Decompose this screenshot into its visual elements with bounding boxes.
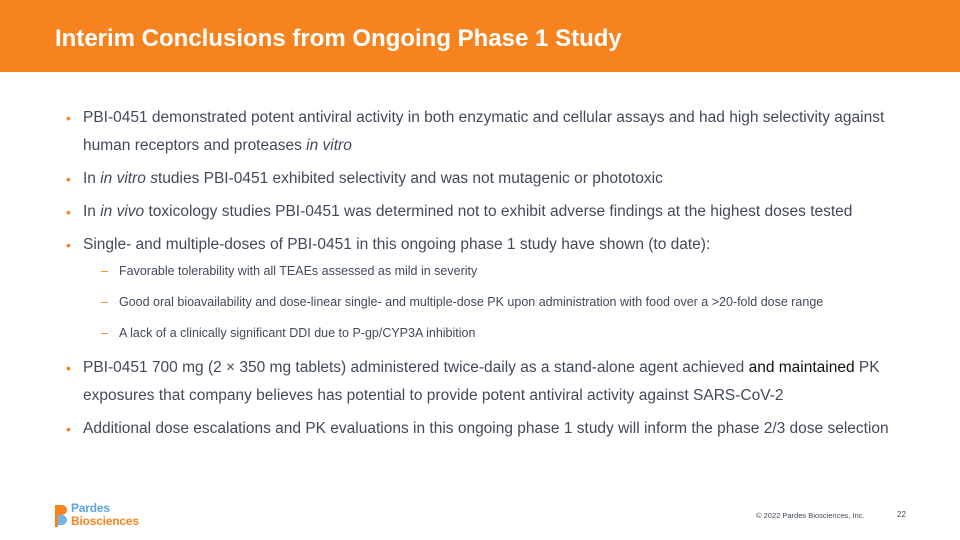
- slide-content: [64, 104, 914, 448]
- sub-bullet-item: – Favorable tolerability with all TEAEs assessed as mild in severity: [83, 261, 914, 281]
- title-bar: [0, 0, 960, 72]
- bullet-item: • In in vitro studies PBI-0451 exhibited selectivity and was not mutagenic or phototoxic: [64, 165, 914, 193]
- copyright-text: © 2022 Pardes Biosciences, Inc.: [756, 511, 865, 520]
- slide-title: Interim Conclusions from Ongoing Phase 1 Study: [55, 25, 622, 52]
- bullet-item: • PBI-0451 700 mg (2 × 350 mg tablets) administered twice-daily as a stand-alone agent achieved and maintained PK exposures that company believes has potential to provide potent antiviral activity against SARS-CoV-2: [64, 354, 914, 410]
- sub-bullet-item: – A lack of a clinically significant DDI due to P-gp/CYP3A inhibition: [83, 323, 914, 343]
- bullet-item: • Additional dose escalations and PK evaluations in this ongoing phase 1 study will inform the phase 2/3 dose selection: [64, 415, 914, 443]
- sub-bullet-item: – Good oral bioavailability and dose-linear single- and multiple-dose PK upon administration with food over a >20-fold dose range: [83, 292, 914, 312]
- company-logo: [54, 502, 164, 530]
- highlight-text: and maintained: [748, 359, 855, 376]
- page-number: 22: [897, 510, 906, 519]
- bullet-item: • In in vivo toxicology studies PBI-0451 was determined not to exhibit adverse findings at the highest doses tested: [64, 198, 914, 226]
- italic-term: in vivo: [100, 203, 145, 220]
- logo-text-biosciences: Biosciences: [71, 514, 139, 528]
- italic-term: in vitro s: [100, 170, 158, 187]
- bullet-list: [64, 104, 914, 443]
- italic-term: in vitro: [306, 137, 352, 154]
- bullet-item: • PBI-0451 demonstrated potent antiviral activity in both enzymatic and cellular assays and had high selectivity against human receptors and proteases in vitro: [64, 104, 914, 160]
- pardes-logo-icon: [54, 504, 68, 528]
- logo-text-pardes: Pardes: [71, 501, 110, 515]
- bullet-item: • Single- and multiple-doses of PBI-0451 in this ongoing phase 1 study have shown (to date): – Favorable tolerability with all TEAEs assessed as mild in severity – Good oral bioavailability and dose-linear single- and multiple-dose PK upon administration with food over a >20-fold dose range – A lack of a clinically significant DDI due to P-gp/CYP3A inhibition: [64, 231, 914, 343]
- sub-bullet-list: [83, 261, 914, 343]
